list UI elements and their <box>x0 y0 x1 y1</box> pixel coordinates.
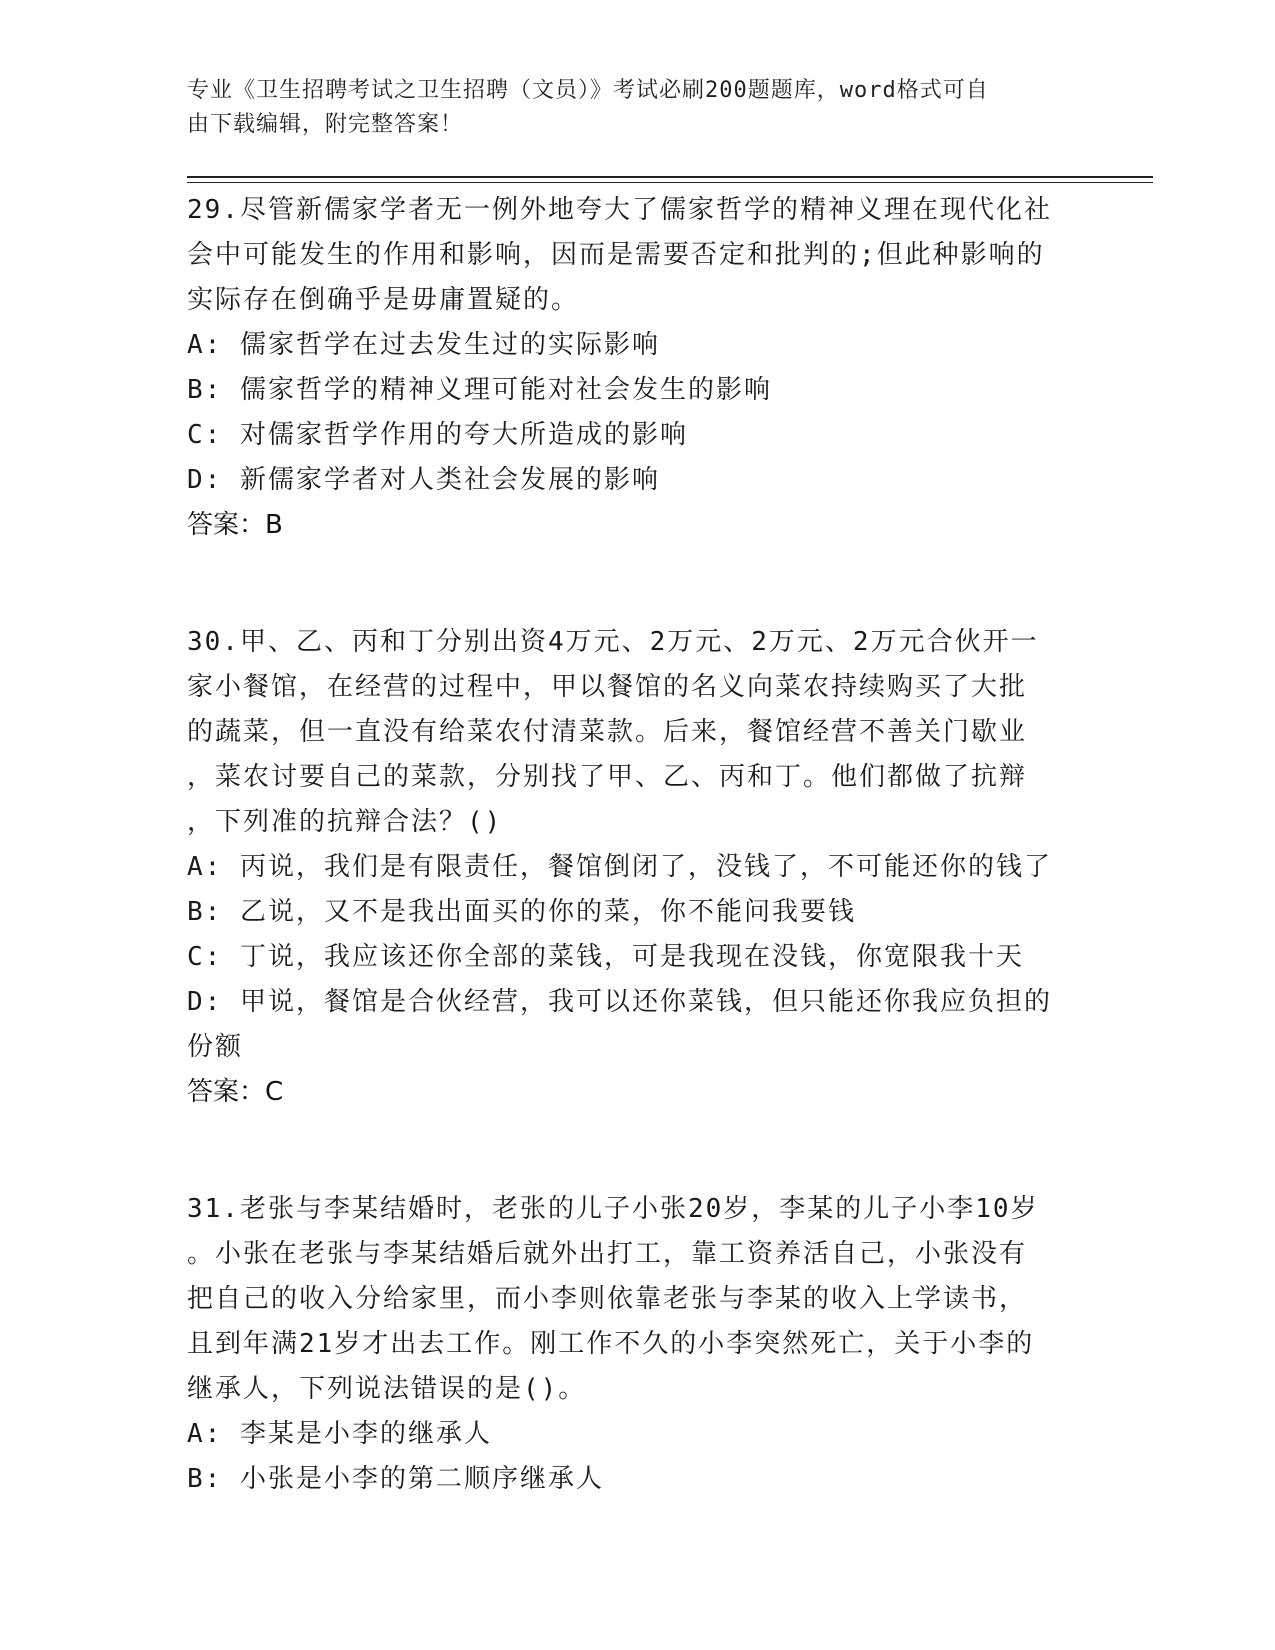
question-stem-line: 家小餐馆，在经营的过程中，甲以餐馆的名义向菜农持续购买了大批 <box>187 672 1028 702</box>
option-d-continued: 份额 <box>187 1032 244 1062</box>
question-list <box>187 188 1087 1502</box>
header-divider-thick <box>187 176 1153 178</box>
option-a: A: 丙说，我们是有限责任，餐馆倒闭了，没钱了，不可能还你的钱了 <box>187 852 1052 882</box>
question-stem-line: 且到年满21岁才出去工作。刚工作不久的小李突然死亡，关于小李的 <box>187 1329 1035 1359</box>
question-stem-line: 的蔬菜，但一直没有给菜农付清菜款。后来，餐馆经营不善关门歇业 <box>187 717 1028 747</box>
question-stem-line: ，下列准的抗辩合法？() <box>187 807 503 837</box>
answer-label: 答案：B <box>187 510 283 540</box>
option-a: A: 李某是小李的继承人 <box>187 1419 492 1449</box>
option-a: A: 儒家哲学在过去发生过的实际影响 <box>187 330 660 360</box>
question-stem-line: 31.老张与李某结婚时，老张的儿子小张20岁，李某的儿子小李10岁 <box>187 1194 1039 1224</box>
question-stem-line: 把自己的收入分给家里，而小李则依靠老张与李某的收入上学读书， <box>187 1284 1028 1314</box>
question-stem-line: 继承人，下列说法错误的是()。 <box>187 1374 587 1404</box>
question-spacer <box>187 1115 1087 1187</box>
question-spacer <box>187 548 1087 620</box>
question-stem-line: ，菜农讨要自己的菜款，分别找了甲、乙、丙和丁。他们都做了抗辩 <box>187 762 1028 792</box>
option-d: D: 甲说，餐馆是合伙经营，我可以还你菜钱，但只能还你我应负担的 <box>187 987 1052 1017</box>
document-header <box>187 74 1067 142</box>
question-stem-line: 实际存在倒确乎是毋庸置疑的。 <box>187 285 580 315</box>
question-stem-line: 会中可能发生的作用和影响，因而是需要否定和批判的;但此种影响的 <box>187 240 1045 270</box>
question-30 <box>187 620 1087 1115</box>
question-31 <box>187 1187 1087 1502</box>
question-stem-line: 29.尽管新儒家学者无一例外地夸大了儒家哲学的精神义理在现代化社 <box>187 195 1052 225</box>
question-stem-line: 。小张在老张与李某结婚后就外出打工，靠工资养活自己，小张没有 <box>187 1239 1028 1269</box>
header-line-2: 由下载编辑，附完整答案！ <box>187 112 464 137</box>
option-c: C: 对儒家哲学作用的夸大所造成的影响 <box>187 420 688 450</box>
option-b: B: 小张是小李的第二顺序继承人 <box>187 1464 604 1494</box>
header-line-1: 专业《卫生招聘考试之卫生招聘（文员）》考试必刷200题题库，word格式可自 <box>187 78 989 103</box>
option-b: B: 儒家哲学的精神义理可能对社会发生的影响 <box>187 375 772 405</box>
question-stem-line: 30.甲、乙、丙和丁分别出资4万元、2万元、2万元、2万元合伙开一 <box>187 627 1039 657</box>
answer-label: 答案：C <box>187 1077 284 1107</box>
option-c: C: 丁说，我应该还你全部的菜钱，可是我现在没钱，你宽限我十天 <box>187 942 1024 972</box>
question-29 <box>187 188 1087 548</box>
option-b: B: 乙说，又不是我出面买的你的菜，你不能问我要钱 <box>187 897 856 927</box>
header-divider-thin <box>187 182 1153 183</box>
option-d: D: 新儒家学者对人类社会发展的影响 <box>187 465 660 495</box>
